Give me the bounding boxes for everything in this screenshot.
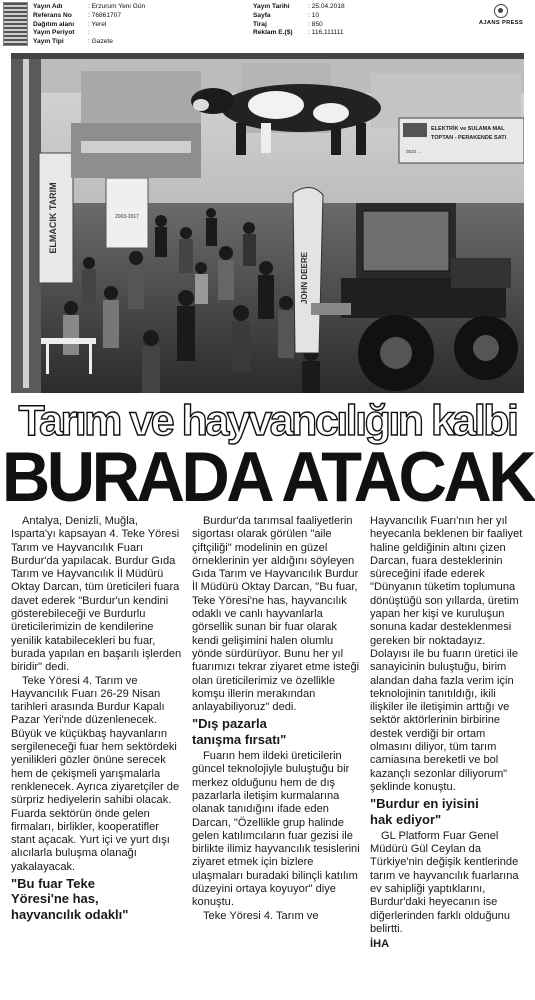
page-thumbnail bbox=[3, 2, 28, 46]
paragraph: Teke Yöresi 4. Tarım ve bbox=[203, 909, 319, 922]
subheading-line: "Burdur en iyisini bbox=[370, 796, 479, 812]
field-value: : bbox=[88, 29, 90, 37]
deere-banner-text: JOHN DEERE bbox=[300, 251, 309, 305]
header-right-fields bbox=[253, 3, 345, 38]
field-value: : Yerel bbox=[88, 20, 107, 28]
fair-photo-illustration bbox=[11, 53, 524, 393]
field-value: : 76861707 bbox=[88, 11, 122, 19]
clipping-header bbox=[0, 0, 535, 52]
subheading-line: hayvancılık odaklı" bbox=[11, 906, 129, 922]
subheading-line: "Dış pazarla bbox=[192, 716, 267, 732]
field-key: Referans No bbox=[33, 11, 72, 19]
field-key: Tiraj bbox=[253, 20, 267, 28]
fair-photo bbox=[11, 53, 524, 393]
ajans-press-logo bbox=[472, 4, 530, 26]
subheading-line: tanışma fırsatı" bbox=[192, 731, 287, 747]
paragraph: Antalya, Denizli, Muğla, Isparta'yı kapsayan 4. Teke Yöresi Tarım ve Hayvancılık Fuarı Burdur'da yapılacak. Burdur Gıda Tarım ve Hayvancılık İl Müdürü Oktay Darcan, tüm üreticileri fuara davet ederek "Burdur'un kendini gösterebileceği ve Burdurlu üreticilerimizin de kendilerine yenilik katabilecekleri bu fuar, burada yapılan en başarılı işlerden biridir" dedi. bbox=[11, 515, 182, 674]
header-field-row bbox=[33, 38, 145, 47]
header-field-row bbox=[33, 3, 145, 12]
shop-sign-line1: ELEKTRİK ve SULAMA MAL bbox=[431, 126, 505, 132]
field-value: : Erzurum Yeni Gün bbox=[88, 3, 146, 10]
field-key: Reklam E.($) bbox=[253, 29, 293, 37]
field-value: : 116,111111 bbox=[308, 29, 344, 37]
subheading-line: Yöresi'ne has, bbox=[11, 891, 99, 907]
shop-sign-line2: TOPTAN - PERAKENDE SATI bbox=[431, 135, 507, 141]
field-value: : Gazete bbox=[88, 38, 113, 46]
header-field-row bbox=[253, 12, 345, 21]
elmacik-banner-text: ELMACIK TARIM bbox=[48, 182, 58, 254]
headline-main: BURADA ATACAK bbox=[1, 438, 534, 517]
field-key: Yayın Adı bbox=[33, 3, 63, 10]
subheading bbox=[192, 716, 362, 747]
shop-sign-line3: 0533 ... bbox=[406, 149, 422, 154]
article-column-1 bbox=[11, 515, 183, 925]
header-field-row bbox=[253, 3, 345, 12]
subheading bbox=[11, 876, 183, 922]
header-field-row bbox=[253, 21, 345, 30]
field-key: Yayın Tarihi bbox=[253, 3, 290, 10]
paragraph: Burdur'da tarımsal faaliyetlerin sigortası olarak görülen "aile çiftçiliği" modelinin en güzel örneklerinin yer aldığını söyleyen Gıda Tarım ve Hayvancılık Burdur İl Müdürü Oktay Darcan, "Bu fuar, Teke Yöresi'ne has, hayvancılık odaklı ve canlı hayvanlarla görsellik sunan bir fuar olarak kendi gelişimini halen olumlu yönde sürdürüyor. Bunu her yıl fuarımızı tekrar ziyaret etme isteği olan üreticilerimiz ve özellikle komşu illerin merakından anlayabiliyoruz" dedi. bbox=[192, 515, 360, 714]
field-value: : 850 bbox=[308, 20, 323, 28]
header-field-row bbox=[33, 29, 145, 38]
header-field-row bbox=[33, 21, 145, 30]
field-value: : 25.04.2018 bbox=[308, 3, 345, 10]
header-field-row bbox=[33, 12, 145, 21]
subheading-line: "Bu fuar Teke bbox=[11, 876, 95, 892]
stand-year-text: 2003-2017 bbox=[115, 214, 139, 220]
paragraph: Fuarın hem ildeki üreticilerin güncel teknolojiyle buluştuğu bir merkez olduğunu hem de dış pazarlarla iletişim kurmalarına olanak tanıdığını ifade eden Darcan, "Özellikle grup halinde gelen katılımcıların fuar gezisi ile birlikte ilimiz hayvancılık tesislerini ziyaret etmek için bizlere ulaşmaları buradaki bilinçli katılım düzeyini ortaya koyuyor" diye konuştu. bbox=[192, 750, 360, 909]
paragraph: Teke Yöresi 4. Tarım ve Hayvancılık Fuarı 26-29 Nisan tarihleri arasında Burdur Kapalı Pazar Yeri'nde düzenlenecek. Büyük ve küçükbaş hayvanların sergileneceği fuar hem sektördeki yenilikleri gözler önüne serecek hem de çekişmeli yarışmalarla renklenecek. Ayrıca ziyaretçiler de sürpriz hediyelerin sahibi olacak. Fuarda sektörün önde gelen firmaları, birlikler, kooperatifler stant açacak. Yurt içi ve yurt dışı alıcılarla buluşma olanağı yakalayacak. bbox=[11, 674, 180, 873]
paragraph: Hayvancılık Fuarı'nın her yıl heyecanla beklenen bir faaliyet haline geldiğinin altını çizen Darcan, fuara desteklerinin süreceğini ifade ederek "Dünyanın tüketim toplumuna dönüştüğü son yıllarda, üretim yapan her kişi ve kuruluşun sonuna kadar desteklenmesi gereken bir noktadayız. Dolayısı ile bu fuarın üretici ile sanayicinin buluştuğu, birim alandan daha fazla verim için teknolojinin tanıtıldığı, ikili ilişkiler ile iletişimin arttığı ve sektör aktörlerinin birbirine destek verdiği bir ortam olmasını diliyor, tüm tarım camiasına bereketli ve bol kazançlı sezonlar diliyorum" şeklinde konuştu. bbox=[370, 515, 523, 793]
subheading-line: hak ediyor" bbox=[370, 811, 442, 827]
article-column-3 bbox=[370, 515, 528, 952]
header-field-row bbox=[253, 29, 345, 38]
subheading bbox=[370, 796, 528, 827]
field-key: Sayfa bbox=[253, 11, 271, 19]
paragraph: GL Platform Fuar Genel Müdürü Gül Ceylan da Türkiye'nin değişik kentlerinde tarım ve hayvancılık fuarlarına ev sahipliği yaptıklarını, Burdur'daki heyecanın ise diğerlerinden farklı olduğunu belirtti. bbox=[370, 829, 519, 935]
header-left-fields bbox=[33, 3, 145, 47]
headline-kicker: Tarım ve hayvancılığın kalbi bbox=[18, 397, 517, 445]
field-value: : 10 bbox=[308, 11, 319, 19]
logo-text: AJANS PRESS bbox=[478, 20, 524, 26]
logo-icon bbox=[494, 4, 508, 18]
article-column-2 bbox=[192, 515, 362, 923]
field-key: Yayın Periyot bbox=[33, 29, 75, 37]
byline: İHA bbox=[370, 938, 390, 951]
field-key: Yayın Tipi bbox=[33, 38, 64, 46]
field-key: Dağıtım alanı bbox=[33, 20, 75, 28]
